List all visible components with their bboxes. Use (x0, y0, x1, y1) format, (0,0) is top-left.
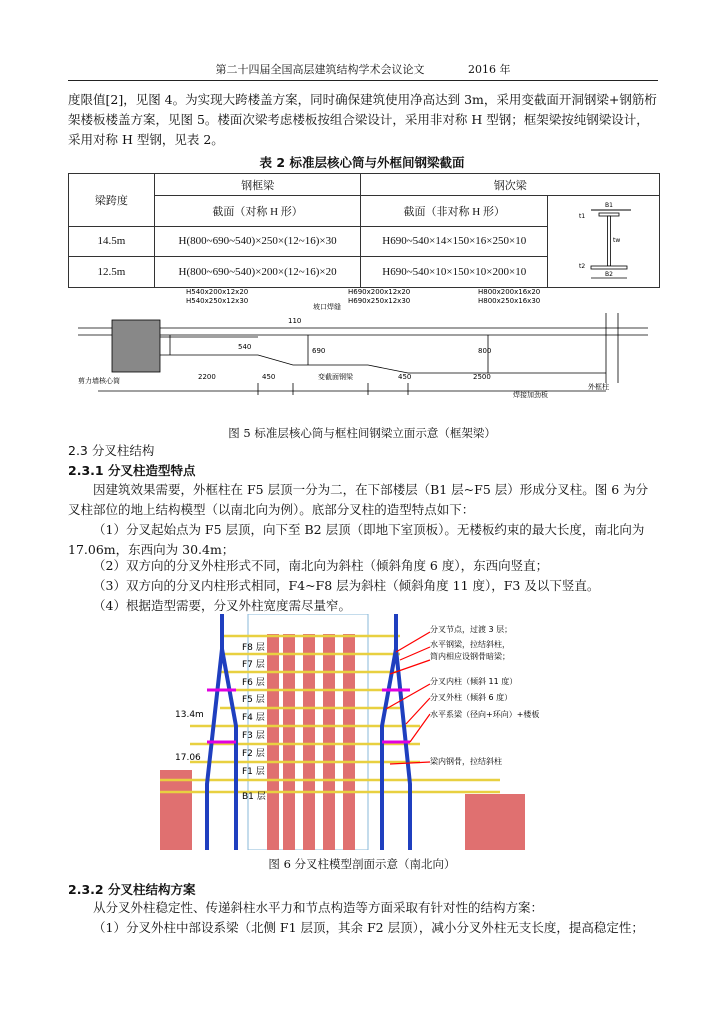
svg-text:17.06: 17.06 (175, 753, 201, 763)
svg-text:110: 110 (288, 317, 302, 325)
paragraph-scheme-item-1: （1）分叉外柱中部设系梁（北侧 F1 层顶，其余 F2 层顶），减小分叉外柱无支长度，提高稳定性； (93, 920, 644, 935)
figure-5-beam-elevation (78, 283, 648, 418)
svg-text:分叉节点，过渡 3 层；: 分叉节点，过渡 3 层； (430, 625, 513, 634)
svg-text:450: 450 (398, 373, 412, 381)
svg-text:540: 540 (238, 343, 252, 351)
row-frame: H(800~690~540)×250×(12~16)×30 (154, 226, 361, 257)
row-span: 12.5m (69, 257, 155, 288)
svg-text:450: 450 (262, 373, 276, 381)
svg-text:B1: B1 (604, 202, 613, 209)
section-2-3-1-heading: 2.3.1 分叉柱造型特点 (68, 463, 196, 478)
svg-text:梁内钢骨，拉结斜柱: 梁内钢骨，拉结斜柱 (430, 757, 502, 766)
svg-text:F3 层: F3 层 (242, 731, 265, 741)
h-section-diagram (548, 196, 660, 288)
paragraph-intro: 度限值[2]，见图 4。为实现大跨楼盖方案，同时确保建筑使用净高达到 3m，采用变截面开洞钢梁+钢筋桁架楼板楼盖方案，见图 5。楼面次梁考虑楼板按组合梁设计，采用非对称 H 型钢；框架梁按纯钢梁设计，采用对称 H 型钢，见表 2。 (68, 92, 657, 147)
svg-text:H800x250x16x30: H800x250x16x30 (478, 297, 541, 305)
list-item-2: （2）双方向的分叉外柱形式不同，南北向为斜柱（倾斜角度 6 度），东西向竖直； (93, 558, 549, 573)
svg-text:2200: 2200 (198, 373, 216, 381)
row-secondary: H690~540×10×150×10×200×10 (361, 257, 548, 288)
h-beam-icon (549, 196, 659, 284)
figure-5-caption: 图 5 标准层核心筒与框柱间钢梁立面示意（框架梁） (228, 426, 496, 440)
beam-section-table (68, 173, 660, 288)
header-year: 2016 年 (468, 63, 511, 76)
svg-text:水平系梁（径向+环向）+楼板: 水平系梁（径向+环向）+楼板 (430, 710, 540, 719)
conference-title: 第二十四届全国高层建筑结构学术会议论文 (215, 63, 425, 76)
col-frame-header: 钢框梁 (154, 174, 361, 196)
svg-text:变截面钢梁: 变截面钢梁 (318, 373, 353, 381)
svg-text:H690x250x12x30: H690x250x12x30 (348, 297, 411, 305)
figure-6-caption: 图 6 分叉柱模型剖面示意（南北向） (268, 857, 456, 871)
sub-frame-header: 截面（对称 H 形） (154, 196, 361, 227)
svg-text:2500: 2500 (473, 373, 491, 381)
svg-text:焊接加劲板: 焊接加劲板 (513, 391, 548, 399)
sub-secondary-header: 截面（非对称 H 形） (361, 196, 548, 227)
svg-text:H690x200x12x20: H690x200x12x20 (348, 288, 411, 296)
svg-text:H540x250x12x30: H540x250x12x30 (186, 297, 249, 305)
core-wall (160, 770, 192, 850)
row-frame: H(800~690~540)×200×(12~16)×20 (154, 257, 361, 288)
svg-text:坡口焊缝: 坡口焊缝 (313, 303, 341, 311)
svg-text:tw: tw (612, 237, 620, 244)
svg-text:筒内相应设钢骨暗梁；: 筒内相应设钢骨暗梁； (430, 652, 510, 661)
svg-text:F1 层: F1 层 (242, 767, 265, 777)
svg-text:外框柱: 外框柱 (588, 383, 609, 391)
svg-text:B1 层: B1 层 (242, 792, 266, 802)
svg-text:水平钢梁，拉结斜柱，: 水平钢梁，拉结斜柱， (430, 640, 510, 649)
row-secondary: H690~540×14×150×16×250×10 (361, 226, 548, 257)
list-item-1: （1）分叉起始点为 F5 层顶，向下至 B2 层顶（即地下室顶板）。无楼板约束的最大长度，南北向为 17.06m，东西向为 30.4m； (68, 522, 645, 557)
svg-text:F7 层: F7 层 (242, 660, 265, 670)
svg-text:690: 690 (312, 347, 326, 355)
svg-text:H800x200x16x20: H800x200x16x20 (478, 288, 541, 296)
section-2-3-2-heading: 2.3.2 分叉柱结构方案 (68, 882, 196, 897)
svg-text:13.4m: 13.4m (175, 710, 204, 720)
row-span: 14.5m (69, 226, 155, 257)
page-header (68, 62, 658, 81)
list-item-4: （4）根据造型需要，分叉外柱宽度需尽量窄。 (93, 598, 351, 613)
svg-text:800: 800 (478, 347, 492, 355)
svg-text:F6 层: F6 层 (242, 678, 265, 688)
svg-text:H540x200x12x20: H540x200x12x20 (186, 288, 249, 296)
svg-text:t2: t2 (578, 263, 585, 270)
svg-text:F4 层: F4 层 (242, 713, 265, 723)
svg-text:F2 层: F2 层 (242, 749, 265, 759)
col-secondary-header: 钢次梁 (361, 174, 660, 196)
svg-text:F8 层: F8 层 (242, 643, 265, 653)
table-caption: 表 2 标准层核心筒与外框间钢梁截面 (259, 155, 465, 170)
svg-text:剪力墙核心筒: 剪力墙核心筒 (78, 377, 120, 385)
svg-text:分叉内柱（倾斜 11 度）: 分叉内柱（倾斜 11 度） (430, 677, 518, 686)
paragraph-scheme: 从分叉外柱稳定性、传递斜柱水平力和节点构造等方面采取有针对性的结构方案： (93, 900, 544, 915)
figure-6-fork-column-model (160, 614, 540, 850)
svg-text:B2: B2 (604, 271, 613, 278)
section-2-3-heading: 2.3 分叉柱结构 (68, 443, 155, 458)
svg-text:F5 层: F5 层 (242, 695, 265, 705)
paragraph-fork-column: 因建筑效果需要，外框柱在 F5 层顶一分为二，在下部楼层（B1 层~F5 层）形成分叉柱。图 6 为分叉柱部位的地上结构模型（以南北向为例）。底部分叉柱的造型特点如下： (68, 482, 649, 517)
svg-text:分叉外柱（倾斜 6 度）: 分叉外柱（倾斜 6 度） (430, 693, 513, 702)
list-item-3: （3）双方向的分叉内柱形式相同，F4~F8 层为斜柱（倾斜角度 11 度），F3 及以下竖直。 (93, 578, 600, 593)
col-span-header: 梁跨度 (69, 174, 155, 227)
svg-text:t1: t1 (578, 213, 585, 220)
